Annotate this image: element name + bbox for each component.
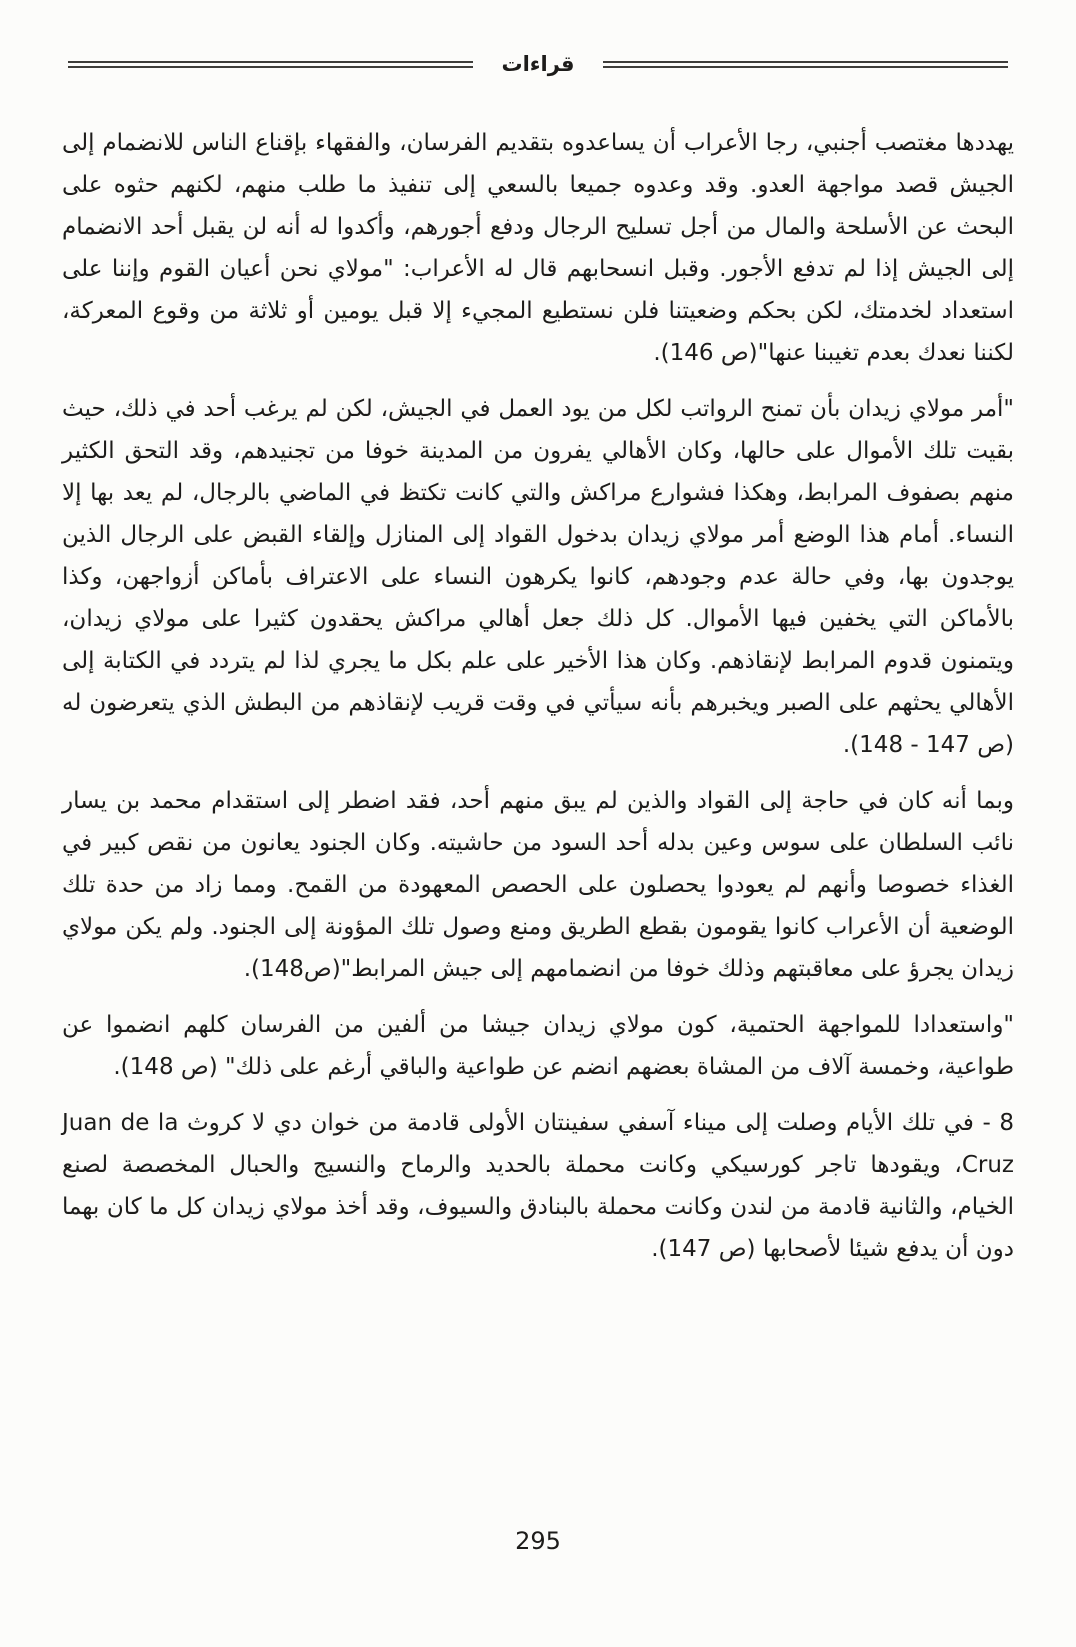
paragraph-1: يهددها مغتصب أجنبي، رجا الأعراب أن يساعدوه بتقديم الفرسان، والفقهاء بإقناع الناس للانضمام إلى الجيش قصد مواجهة العدو. وقد وعدوه جميعا بالسعي إلى تنفيذ ما طلب منهم، لكنهم حثوه على البحث عن الأسلحة والمال من أجل تسليح الرجال ودفع أجورهم، وأكدوا له أنه لن يقبل أحد الانضمام إلى الجيش إذا لم تدفع الأجور. وقبل انسحابهم قال له الأعراب: "مولاي نحن أعيان القوم وإننا على استعداد لخدمتك، لكن بحكم وضعيتنا فلن نستطيع المجيء إلا قبل يومين أو ثلاثة من وقوع المعركة، لكننا نعدك بعدم تغيبنا عنها"(ص 146). bbox=[62, 130, 1014, 366]
paragraph-3: وبما أنه كان في حاجة إلى القواد والذين لم يبق منهم أحد، فقد اضطر إلى استقدام محمد بن يسار نائب السلطان على سوس وعين بدله أحد السود من حاشيته. وكان الجنود يعانون من نقص كبير في الغذاء خصوصا وأنهم لم يعودوا يحصلون على الحصص المعهودة من القمح. ومما زاد من حدة تلك الوضعية أن الأعراب كانوا يقومون بقطع الطريق ومنع وصول تلك المؤونة إلى الجنود. ولم يكن مولاي زيدان يجرؤ على معاقبتهم وذلك خوفا من انضمامهم إلى جيش المرابط"(ص148). bbox=[62, 788, 1014, 982]
body-text bbox=[62, 122, 1014, 1270]
paragraph-2: "أمر مولاي زيدان بأن تمنح الرواتب لكل من يود العمل في الجيش، لكن لم يرغب أحد في ذلك، حيث بقيت تلك الأموال على حالها، وكان الأهالي يفرون من المدينة خوفا من تجنيدهم، وقد التحق الكثير منهم بصفوف المرابط، وهكذا فشوارع مراكش والتي كانت تكتظ في الماضي بالرجال، لم يعد بها إلا النساء. أمام هذا الوضع أمر مولاي زيدان بدخول القواد إلى المنازل وإلقاء القبض على الرجال الذين يوجدون بها، وفي حالة عدم وجودهم، كانوا يكرهون النساء على الاعتراف بأماكن أزواجهن، وكذا بالأماكن التي يخفين فيها الأموال. كل ذلك جعل أهالي مراكش يحقدون كثيرا على مولاي زيدان، ويتمنون قدوم المرابط لإنقاذهم. وكان هذا الأخير على علم بكل ما يجري لذا لم يتردد في الكتابة إلى الأهالي يحثهم على الصبر ويخبرهم بأنه سيأتي في وقت قريب لإنقاذهم من البطش الذي يتعرضون له (ص 147 - 148). bbox=[62, 396, 1014, 758]
page-number: 295 bbox=[515, 1527, 561, 1555]
header-rule-left bbox=[68, 61, 473, 68]
page-header bbox=[68, 52, 1008, 76]
page-title: قراءات bbox=[501, 52, 575, 76]
paragraph-5-numbered-item: 8 - في تلك الأيام وصلت إلى ميناء آسفي سفينتان الأولى قادمة من خوان دي لا كروث Juan de la Cruz، ويقودها تاجر كورسيكي وكانت محملة بالحديد والرماح والنسيج والحبال المخصصة لصنع الخيام، والثانية قادمة من لندن وكانت محملة بالبنادق والسيوف، وقد أخذ مولاي زيدان كل ما كان بهما دون أن يدفع شيئا لأصحابها (ص 147). bbox=[62, 1110, 1014, 1262]
header-rule-right bbox=[603, 61, 1008, 68]
paragraph-4: "واستعدادا للمواجهة الحتمية، كون مولاي زيدان جيشا من ألفين من الفرسان كلهم انضموا عن طواعية، وخمسة آلاف من المشاة بعضهم انضم عن طواعية والباقي أرغم على ذلك" (ص 148). bbox=[62, 1012, 1014, 1080]
